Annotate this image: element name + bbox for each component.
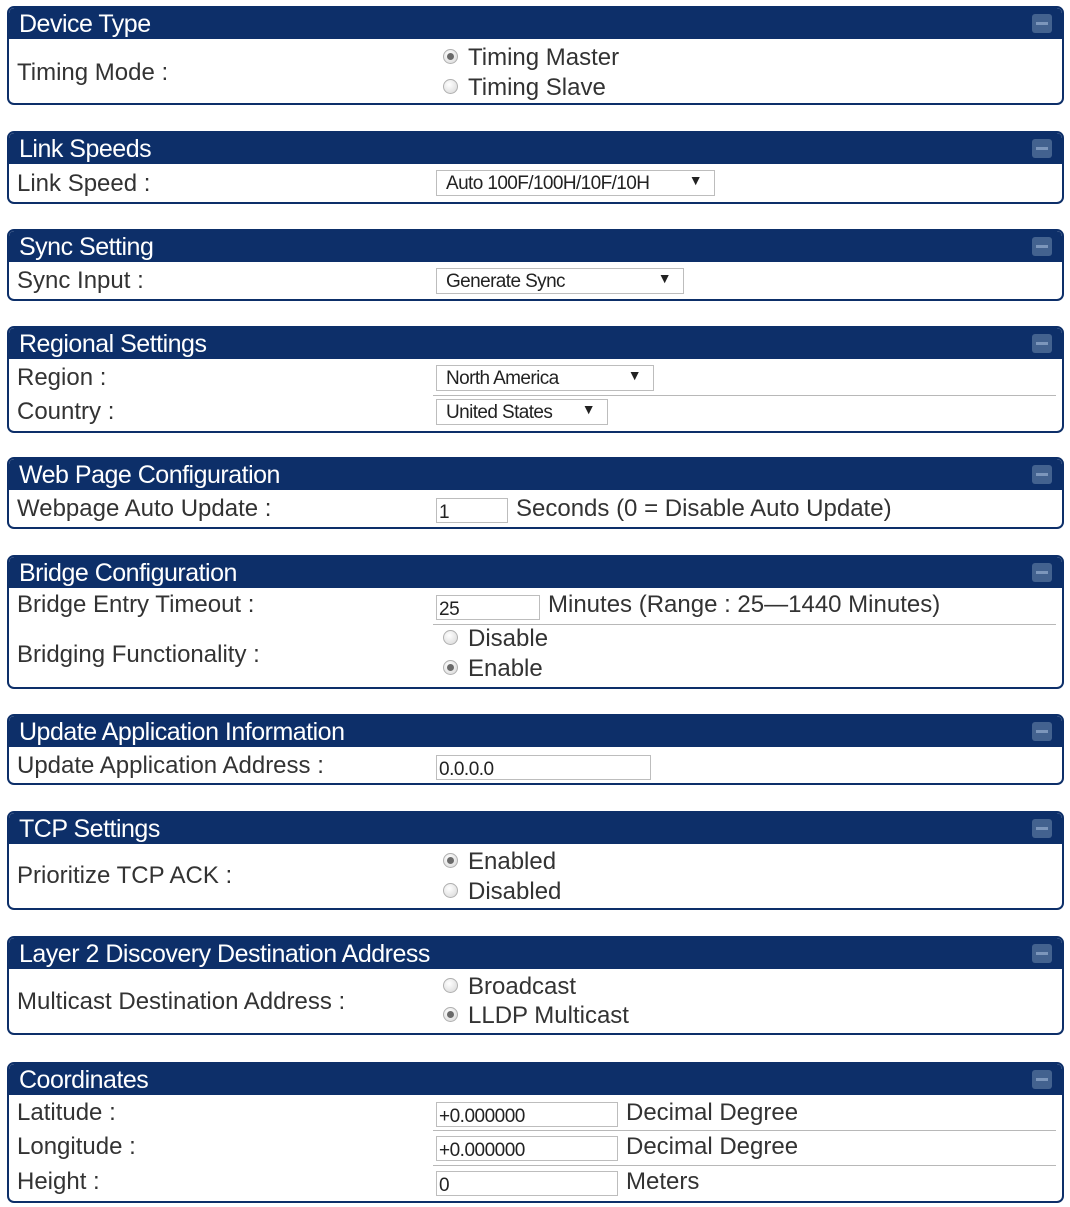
link-speed-row	[9, 164, 1062, 202]
panel-title: Sync Setting	[19, 233, 154, 261]
height-row	[9, 1165, 1062, 1200]
collapse-icon[interactable]	[1032, 139, 1052, 158]
sync-input-label: Sync Input :	[17, 267, 144, 294]
longitude-unit: Decimal Degree	[626, 1133, 799, 1160]
region-select[interactable]	[436, 365, 654, 391]
panel-header	[9, 231, 1062, 262]
update-address-row	[9, 747, 1062, 783]
link-speeds-panel	[7, 131, 1064, 204]
entry-timeout-input[interactable]: 25	[436, 595, 540, 620]
panel-header	[9, 133, 1062, 164]
region-row	[9, 359, 1062, 395]
bridge-configuration-panel	[7, 555, 1064, 689]
entry-timeout-label: Bridge Entry Timeout :	[17, 591, 255, 618]
radio-label: Broadcast	[468, 973, 577, 1000]
country-label: Country :	[17, 398, 115, 425]
multicast-row	[9, 969, 1062, 1033]
panel-header	[9, 557, 1062, 588]
panel-title: Bridge Configuration	[19, 559, 237, 587]
entry-timeout-row	[9, 588, 1062, 624]
panel-header	[9, 813, 1062, 844]
layer2-discovery-panel	[7, 936, 1064, 1035]
chevron-down-icon: ▼	[657, 270, 671, 286]
link-speed-select[interactable]	[436, 170, 715, 196]
height-unit: Meters	[626, 1168, 700, 1195]
panel-header	[9, 1064, 1062, 1095]
auto-update-input[interactable]: 1	[436, 498, 508, 523]
latitude-input[interactable]: +0.000000	[436, 1102, 618, 1127]
panel-title: Regional Settings	[19, 330, 207, 358]
radio-label: Disable	[468, 625, 549, 652]
timing-mode-row	[9, 39, 1062, 103]
radio-button-icon[interactable]	[443, 883, 458, 898]
select-value: Auto 100F/100H/10F/10H	[446, 173, 650, 194]
height-label: Height :	[17, 1168, 100, 1195]
radio-button-icon[interactable]	[443, 79, 458, 94]
panel-title: TCP Settings	[19, 815, 160, 843]
longitude-row	[9, 1130, 1062, 1165]
prioritize-tcp-label: Prioritize TCP ACK :	[17, 862, 233, 889]
prioritize-tcp-row	[9, 844, 1062, 908]
panel-title: Web Page Configuration	[19, 461, 280, 489]
longitude-input[interactable]: +0.000000	[436, 1136, 618, 1161]
country-select[interactable]	[436, 399, 608, 425]
radio-button-icon[interactable]	[443, 978, 458, 993]
radio-label: LLDP Multicast	[468, 1002, 629, 1029]
link-speed-label: Link Speed :	[17, 170, 151, 197]
coordinates-panel	[7, 1062, 1064, 1203]
country-row	[9, 395, 1062, 431]
latitude-label: Latitude :	[17, 1099, 116, 1126]
radio-button-checked-icon[interactable]	[443, 660, 458, 675]
bridging-functionality-label: Bridging Functionality :	[17, 641, 260, 668]
region-label: Region :	[17, 364, 107, 391]
bridging-functionality-row	[9, 624, 1062, 687]
device-type-panel	[7, 6, 1064, 105]
tcp-settings-panel	[7, 811, 1064, 910]
radio-button-checked-icon[interactable]	[443, 853, 458, 868]
regional-settings-panel	[7, 326, 1064, 433]
radio-button-icon[interactable]	[443, 630, 458, 645]
panel-title: Device Type	[19, 10, 151, 38]
chevron-down-icon: ▼	[581, 401, 595, 417]
chevron-down-icon: ▼	[688, 172, 702, 188]
collapse-icon[interactable]	[1032, 722, 1052, 741]
longitude-label: Longitude :	[17, 1133, 136, 1160]
radio-label: Timing Master	[468, 44, 620, 71]
multicast-label: Multicast Destination Address :	[17, 988, 346, 1015]
auto-update-row	[9, 490, 1062, 527]
select-value: Generate Sync	[446, 271, 565, 292]
radio-label: Enabled	[468, 848, 557, 875]
collapse-icon[interactable]	[1032, 944, 1052, 963]
update-address-label: Update Application Address :	[17, 752, 324, 779]
update-application-panel	[7, 714, 1064, 785]
panel-title: Link Speeds	[19, 135, 152, 163]
entry-timeout-suffix: Minutes (Range : 25—1440 Minutes)	[548, 591, 941, 618]
latitude-row	[9, 1095, 1062, 1130]
sync-input-select[interactable]	[436, 268, 684, 294]
radio-label: Disabled	[468, 878, 562, 905]
timing-mode-label: Timing Mode :	[17, 59, 169, 86]
panel-header	[9, 716, 1062, 747]
collapse-icon[interactable]	[1032, 819, 1052, 838]
radio-button-checked-icon[interactable]	[443, 49, 458, 64]
sync-input-row	[9, 262, 1062, 299]
panel-title: Coordinates	[19, 1066, 149, 1094]
radio-label: Enable	[468, 655, 543, 682]
collapse-icon[interactable]	[1032, 14, 1052, 33]
collapse-icon[interactable]	[1032, 237, 1052, 256]
auto-update-label: Webpage Auto Update :	[17, 495, 272, 522]
select-value: United States	[446, 402, 553, 423]
collapse-icon[interactable]	[1032, 465, 1052, 484]
web-page-configuration-panel	[7, 457, 1064, 529]
panel-header	[9, 8, 1062, 39]
height-input[interactable]: 0	[436, 1171, 618, 1196]
panel-header	[9, 328, 1062, 359]
radio-label: Timing Slave	[468, 74, 606, 101]
panel-title: Update Application Information	[19, 718, 345, 746]
update-address-input[interactable]: 0.0.0.0	[436, 755, 651, 780]
radio-button-checked-icon[interactable]	[443, 1007, 458, 1022]
collapse-icon[interactable]	[1032, 334, 1052, 353]
chevron-down-icon: ▼	[627, 367, 641, 383]
sync-setting-panel	[7, 229, 1064, 301]
select-value: North America	[446, 368, 559, 389]
auto-update-suffix: Seconds (0 = Disable Auto Update)	[516, 495, 892, 522]
panel-header	[9, 459, 1062, 490]
collapse-icon[interactable]	[1032, 563, 1052, 582]
panel-title: Layer 2 Discovery Destination Address	[19, 940, 430, 968]
latitude-unit: Decimal Degree	[626, 1099, 799, 1126]
panel-header	[9, 938, 1062, 969]
collapse-icon[interactable]	[1032, 1070, 1052, 1089]
